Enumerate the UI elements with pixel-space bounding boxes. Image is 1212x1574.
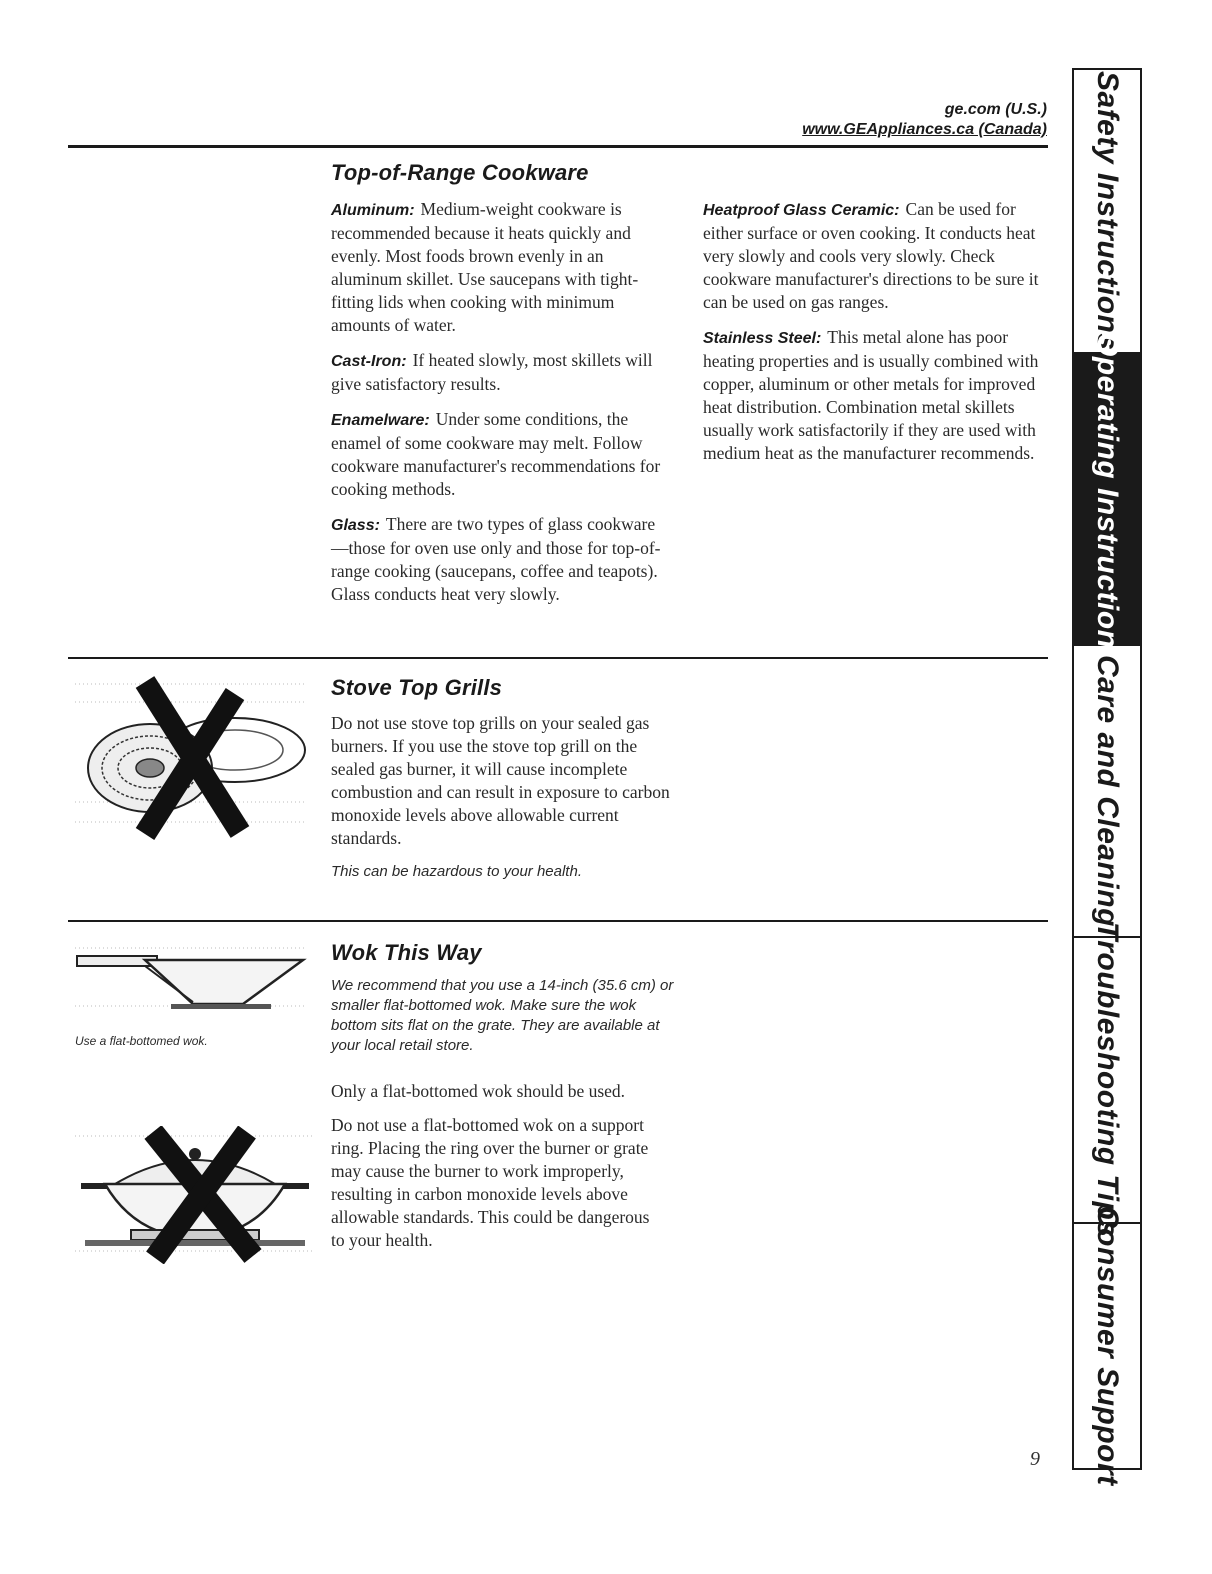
flat-wok-icon [145,960,303,1004]
header-websites [802,100,1047,140]
top-rule [68,145,1048,148]
wok-rule [68,920,1048,922]
wok-title: Wok This Way [331,940,482,965]
tab-label: Safety Instructions [1091,71,1124,351]
website-canada[interactable]: www.GEAppliances.ca (Canada) [802,121,1047,138]
stainless-lead: Stainless Steel: [703,330,822,347]
tab-safety-instructions[interactable] [1074,70,1140,354]
enamelware-paragraph [331,408,671,501]
cast-iron-text: If heated slowly, most skillets will give satisfactory results. [331,350,653,394]
stainless-paragraph [703,326,1048,465]
aluminum-text: Medium-weight cookware is recommended because it heats quickly and evenly. Most foods brown evenly in an aluminum skillet. Use saucepans with tight-fitting lids when cooking with minimum amounts of water. [331,199,639,335]
tab-consumer-support[interactable] [1074,1206,1140,1486]
wok-ring-illustration [75,1126,315,1264]
cookware-right-column [703,198,1048,477]
heatproof-paragraph [703,198,1048,314]
tab-label: Operating Instructions [1091,332,1124,666]
grills-rule [68,657,1048,659]
cookware-title: Top-of-Range Cookware [331,160,589,185]
page-number: 9 [1030,1448,1040,1470]
stove-grill-illustration [75,672,307,840]
grills-title: Stove Top Grills [331,675,503,700]
heatproof-lead: Heatproof Glass Ceramic: [703,202,900,219]
glass-paragraph [331,513,671,606]
cookware-left-column [331,198,671,618]
wok-paragraph-1: Only a flat-bottomed wok should be used. [331,1081,626,1101]
tab-label: Care and Cleaning [1091,655,1124,927]
grills-warning: This can be hazardous to your health. [331,863,582,880]
tab-label: Troubleshooting Tips [1091,922,1124,1238]
wok-grate-icon [171,1004,271,1009]
cast-iron-paragraph [331,349,671,396]
website-us[interactable]: ge.com (U.S.) [944,101,1047,118]
tab-label: Consumer Support [1091,1206,1124,1486]
enamelware-lead: Enamelware: [331,412,430,429]
heatproof-text: Can be used for either surface or oven cooking. It conducts heat very slowly and cools very slowly. Check cookware manufacturer's directions to be sure it can be used on gas ranges. [703,199,1039,312]
glass-text: There are two types of glass cookware—those for oven use only and those for top-of-range cooking (saucepans, coffee and teapots). Glass conducts heat very slowly. [331,514,661,604]
tab-care-and-cleaning[interactable] [1074,646,1140,938]
grills-body: Do not use stove top grills on your sealed gas burners. If you use the stove top grill on the sealed gas burner, it will cause incomplete combustion and can result in exposure to carbon monoxide levels above allowable current standards. [331,713,670,848]
aluminum-lead: Aluminum: [331,202,415,219]
tab-operating-instructions[interactable] [1074,332,1140,666]
section-tabs [1072,68,1142,1486]
aluminum-paragraph [331,198,671,337]
tab-troubleshooting-tips[interactable] [1074,922,1140,1238]
flat-wok-illustration [75,942,307,1020]
wok-note: We recommend that you use a 14-inch (35.6 cm) or smaller flat-bottomed wok. Make sure the wok bottom sits flat on the grate. They are available at your local retail store. [331,977,674,1054]
stainless-text: This metal alone has poor heating properties and is usually combined with copper, aluminum or other metals for improved heat distribution. Combination metal skillets usually work satisfactorily if they are used with medium heat as the manufacturer recommends. [703,327,1039,463]
glass-lead: Glass: [331,517,380,534]
wok-paragraph-2: Do not use a flat-bottomed wok on a support ring. Placing the ring over the burner or grate may cause the burner to work improperly, resulting in carbon monoxide levels above allowable standards. This could be dangerous to your health. [331,1115,650,1250]
enamelware-text: Under some conditions, the enamel of some cookware may melt. Follow cookware manufacturer's recommendations for cooking methods. [331,409,661,499]
wok-caption: Use a flat-bottomed wok. [75,1034,208,1048]
cast-iron-lead: Cast-Iron: [331,353,407,370]
